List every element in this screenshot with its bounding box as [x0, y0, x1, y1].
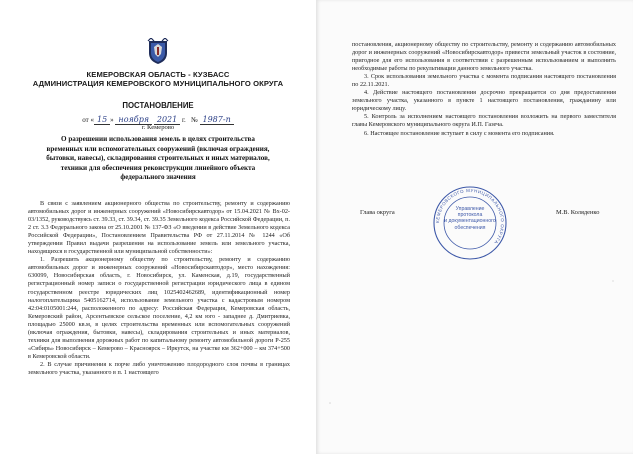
title-line: федерального значения [120, 173, 196, 182]
number-prefix: № [191, 116, 198, 124]
date-month: ноября [115, 115, 152, 125]
paragraph: 2. В случае причинения к порче либо уничтожению плодородного слоя почвы в границах земельного участка, указанного в п. 1 настоящего [28, 360, 290, 376]
scan-speck [612, 280, 614, 282]
left-body-text [28, 200, 290, 377]
paragraph: постановления, акционерному обществу по строительству, ремонту и содержанию автомобильных дорог и инженерных сооружений «Новосибирскавтодор» привести земельный участок в состояние, пригодное для его использования в соответствии с разрешенным использованием и выполнить необходимые работы по рекультивации данного земельного участка. [352, 41, 616, 73]
date-year: 2021 [154, 115, 180, 125]
region-name: КЕМЕРОВСКАЯ ОБЛАСТЬ - КУЗБАСС [86, 70, 230, 79]
administration-name: АДМИНИСТРАЦИЯ КЕМЕРОВСКОГО МУНИЦИПАЛЬНОГО ОКРУГА [32, 79, 284, 88]
document-type: ПОСТАНОВЛЕНИЕ [122, 101, 194, 110]
paragraph: 5. Контроль за исполнением настоящего постановления возложить на первого заместителя главы Кемеровского муниципального округа И.П. Газеча. [352, 113, 616, 129]
paragraph: 3. Срок использования земельного участка с момента подписания настоящего постановления по 22.11.2021. [352, 73, 616, 89]
paragraph: 4. Действие настоящего постановления досрочно прекращается со дня предоставления земельного участка, указанного в пункте 1 настоящего постановления, гражданину или юридическому лицу. [352, 89, 616, 113]
right-body-text [352, 41, 616, 138]
city-name: г. Кемерово [141, 124, 175, 131]
stamp-line: протокола [457, 212, 483, 219]
stamp-line: и документационного [444, 218, 496, 225]
title-line: временных или вспомогательных сооружений (включая ограждения, [46, 144, 270, 153]
document-title [30, 135, 286, 183]
title-line: О разрешении использования земель в целях строительства [61, 135, 255, 143]
page-left [0, 0, 316, 454]
stamp-line: Управление [455, 206, 485, 212]
document-number: 1987-п [200, 115, 234, 125]
signature-name: М.В. Коляденко [556, 209, 600, 216]
signature-role: Глава округа [360, 209, 395, 216]
scan-speck [329, 402, 331, 404]
stamp-ring-text: КЕМЕРОВСКОГО МУНИЦИПАЛЬНОГО ОКРУГА [434, 187, 506, 246]
date-day: 15 [94, 115, 110, 125]
paragraph: 1. Разрешить акционерному обществу по строительству, ремонту и содержанию автомобильных дорог и инженерных сооружений «Новосибирскавтодор», место нахождения: 630099, Новосибирская область, г. Новосибирск, ул. Каменская, д.19, государственный регистрационный номер записи о государственной регистрации юридического лица в едином государственном реестре юридических лиц 1025402462689, идентификационный номер налогоплательщика 5405162714, использование земельного участка с кадастровым номером 42:04:0105001:244, расположенного по адресу: Российская Федерация, Кемеровская область, Кемеровский район, Арсентьевское сельское поселение, 4,2 км юго - западнее д. Дмитриевка, площадью 25000 кв.м, в целях строительства временных или вспомогательных сооружений (включая ограждения, бытовки, навесы), складирования строительных и иных материалов, техники для выполнения дорожных работ по капитальному ремонту автомобильной дороги Р-255 «Сибирь» Новосибирск – Кемерово – Красноярск – Иркутск, на участке км 362+000 – км 374+500 в Кемеровской области. [28, 256, 290, 360]
title-line: бытовки, навесы), складирования строительных и иных материалов, [46, 154, 270, 163]
paragraph: В связи с заявлением акционерного общества по строительству, ремонту и содержанию автомобильных дорог и инженерных сооружений «Новосибирскавтодор» от 15.04.2021 № Вх-02-03/1352, руководствуясь ст. 39.33, ст. 39.34, ст. 39.35 Земельного кодекса Российской Федерации, п. 2 ст. 3.3 Федерального закона от 25.10.2001 № 137-ФЗ «О введении в действие Земельного кодекса Российской Федерации», Постановлением Правительства РФ от 27.11.2014 № 1244 «Об утверждении Правил выдачи разрешения на использование земель или земельного участка, находящихся в государственной или муниципальной собственности»: [28, 200, 290, 256]
title-line: техники для обеспечения реконструкции линейного объекта [60, 163, 256, 172]
coat-of-arms-icon [146, 38, 170, 65]
date-prefix: от « [82, 116, 94, 124]
paragraph: 6. Настоящее постановление вступает в силу с момента его подписания. [364, 129, 555, 137]
date-mid: » [110, 116, 114, 124]
stamp-text [442, 206, 498, 231]
stamp-line: обеспечения [454, 224, 486, 231]
year-suffix: г. [181, 116, 186, 124]
